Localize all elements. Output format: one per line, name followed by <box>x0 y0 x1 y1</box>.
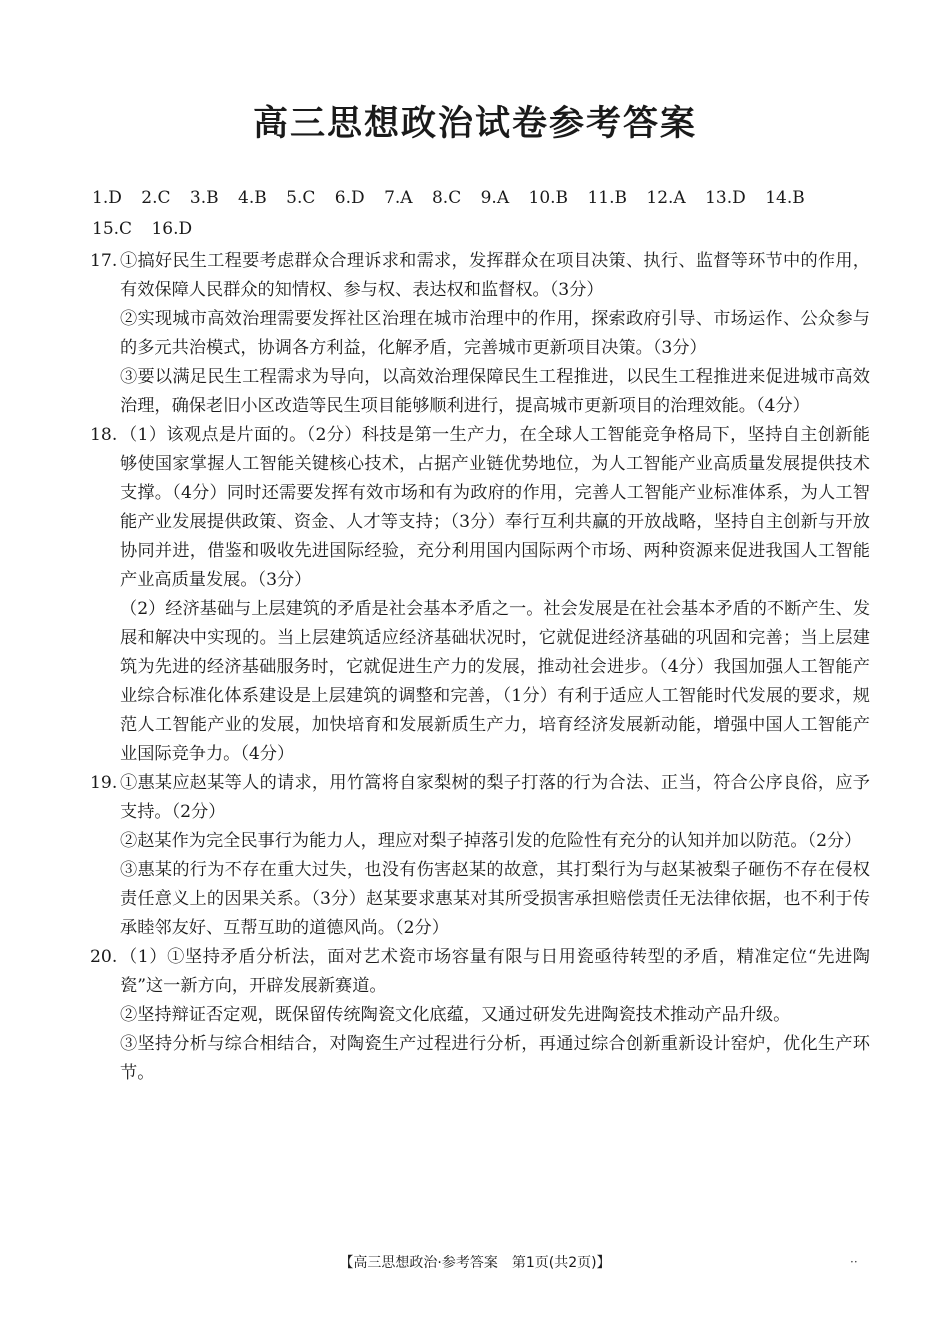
choice-answer: 16.D <box>151 219 193 239</box>
choice-answer: 10.B <box>528 188 569 208</box>
question-19 <box>90 769 870 943</box>
question-number: 19. <box>90 773 118 793</box>
choice-answer: 2.C <box>141 188 171 208</box>
answer-paragraph: ③要以满足民生工程需求为导向，以高效治理保障民生工程推进，以民生工程推进来促进城市高效治理，确保老旧小区改造等民生项目能够顺利进行，提高城市更新项目的治理效能。（4分） <box>120 367 870 416</box>
question-20 <box>90 943 870 1088</box>
question-number: 18. <box>90 425 118 445</box>
footer-mark: ·· <box>850 1255 858 1269</box>
question-number: 17. <box>90 251 118 271</box>
answer-paragraph: ①搞好民生工程要考虑群众合理诉求和需求，发挥群众在项目决策、执行、监督等环节中的作用，有效保障人民群众的知情权、参与权、表达权和监督权。（3分） <box>120 251 870 300</box>
answer-paragraph: ②赵某作为完全民事行为能力人，理应对梨子掉落引发的危险性有充分的认知并加以防范。（2分） <box>120 831 862 851</box>
answer-paragraph: ③坚持分析与综合相结合，对陶瓷生产过程进行分析，再通过综合创新重新设计窑炉，优化生产环节。 <box>120 1034 870 1083</box>
page-title: 高三思想政治试卷参考答案 <box>252 104 697 144</box>
question-answers <box>90 247 870 1088</box>
answer-paragraph: ②坚持辩证否定观，既保留传统陶瓷文化底蕴，又通过研发先进陶瓷技术推动产品升级。 <box>120 1005 791 1025</box>
answer-paragraph: （1）①坚持矛盾分析法，面对艺术瓷市场容量有限与日用瓷亟待转型的矛盾，精准定位“先进陶瓷”这一新方向，开辟发展新赛道。 <box>120 947 870 996</box>
question-17 <box>90 247 870 421</box>
answer-paragraph: ③惠某的行为不存在重大过失，也没有伤害赵某的故意，其打梨行为与赵某被梨子砸伤不存在侵权责任意义上的因果关系。（3分）赵某要求惠某对其所受损害承担赔偿责任无法律依据，也不利于传承睦邻友好、互帮互助的道德风尚。（2分） <box>120 860 870 938</box>
answer-paragraph: （2）经济基础与上层建筑的矛盾是社会基本矛盾之一。社会发展是在社会基本矛盾的不断产生、发展和解决中实现的。当上层建筑适应经济基础状况时，它就促进经济基础的巩固和完善；当上层建筑为先进的经济基础服务时，它就促进生产力的发展，推动社会进步。（4分）我国加强人工智能产业综合标准化体系建设是上层建筑的调整和完善，（1分）有利于适应人工智能时代发展的要求，规范人工智能产业的发展，加快培育和发展新质生产力，培育经济发展新动能，增强中国人工智能产业国际竞争力。（4分） <box>120 599 871 764</box>
choice-answer: 7.A <box>384 188 413 208</box>
answer-paragraph: ②实现城市高效治理需要发挥社区治理在城市治理中的作用，探索政府引导、市场运作、公众参与的多元共治模式，协调各方利益，化解矛盾，完善城市更新项目决策。（3分） <box>120 309 870 358</box>
question-18 <box>90 421 870 769</box>
choice-answer: 6.D <box>334 188 365 208</box>
choice-answer: 3.B <box>189 188 219 208</box>
choice-answer: 8.C <box>431 188 462 208</box>
choice-answer: 11.B <box>587 188 627 208</box>
choice-answer: 12.A <box>646 188 686 208</box>
choice-answer: 13.D <box>705 188 746 208</box>
choice-answer-list <box>92 183 882 245</box>
page-footer: 【高三思想政治·参考答案 第1页(共2页)】 <box>339 1255 611 1271</box>
choice-answer: 9.A <box>480 188 510 208</box>
choice-answer: 4.B <box>238 188 267 208</box>
answer-paragraph: ①惠某应赵某等人的请求，用竹篙将自家梨树的梨子打落的行为合法、正当，符合公序良俗，应予支持。（2分） <box>120 773 870 822</box>
answer-paragraph: （1）该观点是片面的。（2分）科技是第一生产力，在全球人工智能竞争格局下，坚持自主创新能够使国家掌握人工智能关键核心技术，占据产业链优势地位，为人工智能产业高质量发展提供技术支撑。（4分）同时还需要发挥有效市场和有为政府的作用，完善人工智能产业标准体系，为人工智能产业发展提供政策、资金、人才等支持；（3分）奉行互利共赢的开放战略，坚持自主创新与开放协同并进，借鉴和吸收先进国际经验，充分利用国内国际两个市场、两种资源来促进我国人工智能产业高质量发展。（3分） <box>120 425 870 590</box>
choice-answer: 5.C <box>286 188 316 208</box>
choice-answer: 14.B <box>765 188 805 208</box>
choice-answer: 1.D <box>92 188 122 208</box>
question-number: 20. <box>90 947 118 967</box>
choice-answer: 15.C <box>92 219 133 239</box>
